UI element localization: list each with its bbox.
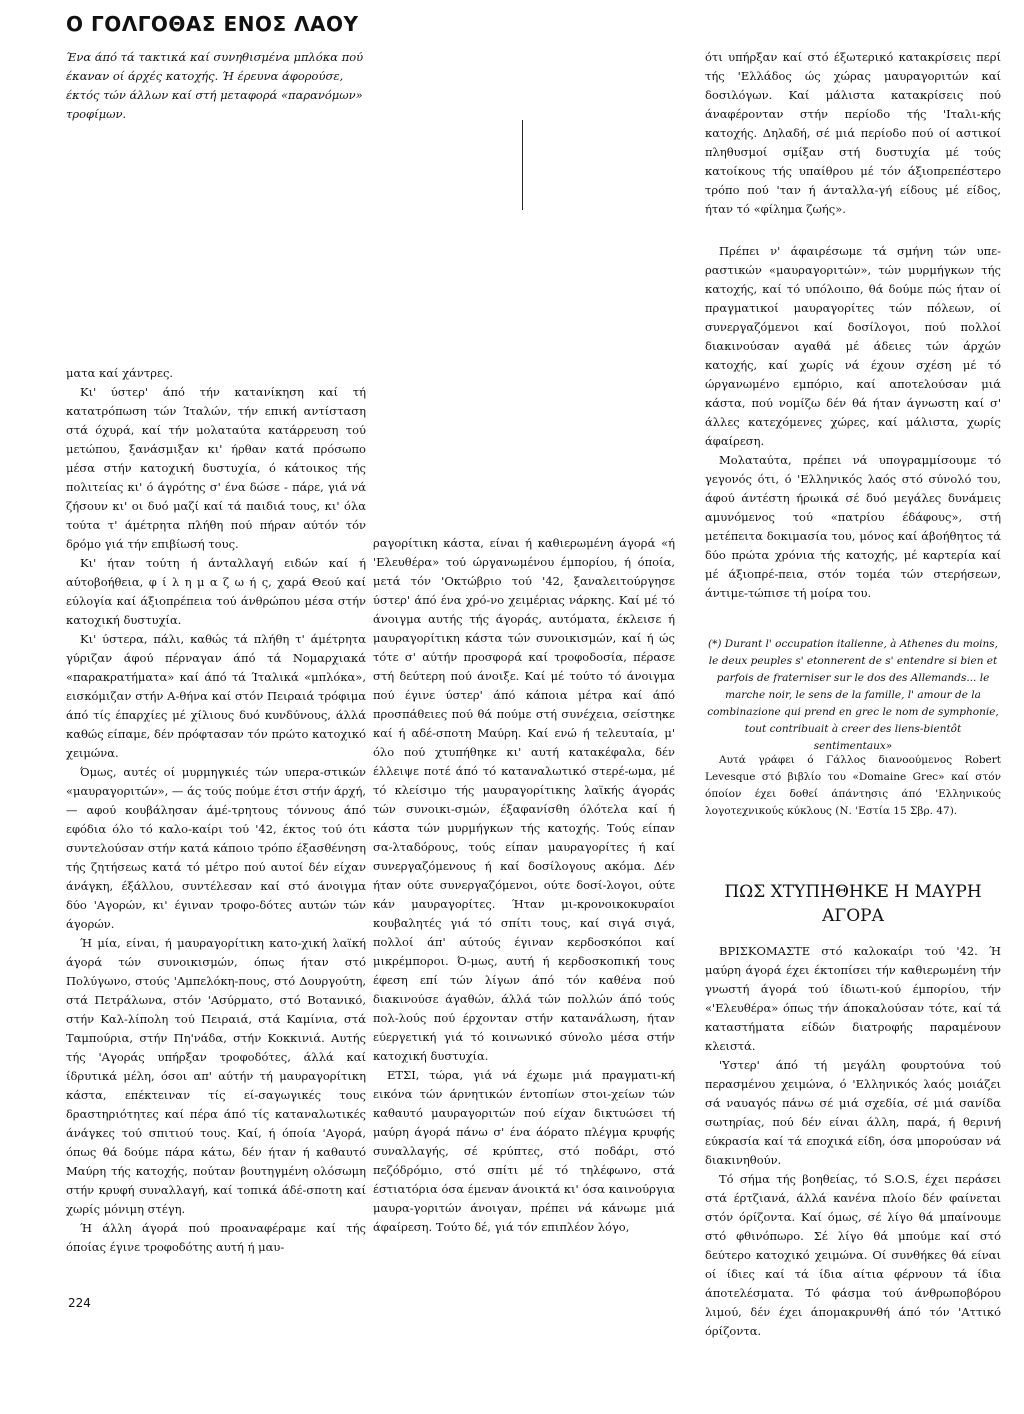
paragraph: ΒΡΙΣΚΟΜΑΣΤΕ στό καλοκαίρι τού '42. Ή μαύρη άγορά έχει έκτοπίσει τήν καθιερωμένη τήν γνωστή άγορά τού ίδιωτι-κού έμπορίου, τήν «'Ελευθέρα» όπως τήν άποκαλούσαν τότε, καί τά καταστήματα είδών διατροφής παραμένουν κλειστά. bbox=[705, 944, 1001, 1053]
paragraph: Κι' ύστερα, πάλι, καθώς τά πλήθη τ' άμέτρητα γύριζαν άφού πέρναγαν άπό τά Νομαρχιακά «παρακρατήματα» καί άπό τά Ίταλικά «μπλόκα», εισκόμιζαν στήν Α-θήνα καί στόν Πειραιά τρόφιμα άπό τίς έπαρχίες μέ χίλιους δυό κυνδύνους, άλλά καθώς είπαμε, δέν πρόφτασαν τόν πρώτο κατοχικό χειμώνα. bbox=[66, 632, 366, 760]
footnote bbox=[705, 636, 1001, 755]
column-right bbox=[705, 242, 1001, 603]
paragraph: Ή άλλη άγορά πού προαναφέραμε καί τής όποίας έγινε τροφοδότης αυτή ή μαυ- bbox=[66, 1221, 366, 1254]
paragraph: Κι' ύστερ' άπό τήν κατανίκηση καί τή κατατρόπωση τών Ίταλών, τήν επική αντίσταση στά όχυρά, καί τήν μολαταύτα κατάρρευση τού μετώπου, ξανάσμιξαν κι' ήρθαν κατά πρόσωπο μέσα στήν κατοχική δυστυχία, ό κάτοικος τής πολιτείας κι' ό άγρότης σ' ένα δώσε - πάρε, γιά νά ζήσουν κι' οι δυό μαζί καί τά παιδιά τους, κι' όλα τούτα τ' άμέτρητα πλήθη πού πήραν αύτόν τόν δρόμο γιά τήν επιβίωσή τους. bbox=[66, 385, 366, 551]
paragraph: 'Υστερ' άπό τή μεγάλη φουρτούνα τού περασμένου χειμώνα, ό 'Ελληνικός λαός μοιάζει σά ναυαγός πάνω σέ μιά σχεδία, σέ μιά σανίδα σωτηρίας, πού δέν είναι άλλη, παρά, ή θερινή εύκρασία καί τά εποχικά είδη, όσα μπορούσαν νά διακινηθούν. bbox=[705, 1058, 1001, 1167]
column-right-top bbox=[705, 48, 1001, 219]
paragraph: ότι υπήρξαν καί στό έξωτερικό κατακρίσεις περί τής 'Ελλάδος ώς χώρας μαυραγοριτών καί δοσιλόγων. Καί μάλιστα κατακρίσεις πού άναφέρονταν στήν περίοδο τής 'Ιταλι-κής κατοχής. Δηλαδή, σέ μιά περίοδο πού οί αστικοί πληθυσμοί σμίξαν στή δυστυχία μέ τούς κατοίκους τής υπαίθρου μέ τόν άξιοπρεπέστερο τρόπο πού 'ταν ή άνταλλα-γή είδους μέ είδος, ήταν τό «φίλημα ζωής». bbox=[705, 50, 1001, 216]
footnote-source bbox=[705, 752, 1001, 820]
column-right-bottom bbox=[705, 942, 1001, 1341]
heading-line: ΑΓΟΡΑ bbox=[822, 906, 884, 926]
paragraph: ραγορίτικη κάστα, είναι ή καθιερωμένη άγορά «ή 'Ελευθέρα» τού ώργανωμένου έμπορίου, ή όποία, μετά τόν 'Οκτώβριο τού '42, ξαναλειτούργησε ύστερ' άπό ένα χρό-νο χειμέριας νάρκης. Καί μέ τό άνοιγμα αυτής τής άγοράς, αυτόματα, έκλεισε ή μαυραγορίτικη κάστα τών συνοικισμών, καί ή ώς τότε σ' αύτήν προσφορά καί τροφοδοσία, πέρασε στή δεύτερη πού άνοιξε. Καί μέ τούτο τό άνοιγμα πού έγινε ύστερ' άπό κάποια μέτρα καί άπό προσπάθειες πού θά πούμε στή συνέχεια, σείστηκε καί ή αδέ-σποτη Μαύρη. Καί ενώ ή τελευταία, μ' όλο πού χτυπήθηκε κι' αυτή κατακέφαλα, δέν έλλειψε ποτέ άπό τό καταναλωτικό στερέ-ωμα, μέ τό κλείσιμο τής μαυραγορίτικης λαϊκής άγοράς τών συνοικι-σμών, έξαφανίσθη όλότελα καί ή κάστα τών μυρμήγκων τής κατοχής. Τούς είπαν σα-λταδόρους, τούς είπαν μαυραγορίτες ή καί συνεργαζόμενους ή καί δοσίλογους ακόμα. Δέν ήταν ούτε συνεργαζόμενοι, ούτε δοσί-λογοι, ούτε κάν μαυραγορίτες. Ήταν μι-κρονοικοκυραίοι κουβαλητές γιά τό σπίτι τους, καί σιγά σιγά, πολλοί άπ' αύτούς έγιναν κερδοσκόποι καί μικρέμποροι. Ό-μως, αυτή ή κερδοσκοπική τους έφεση επί τών λίγων άπό τόν καθένα πού διακινούσε άγαθών, άλλά τών πολλών άπό τούς πολ-λούς πού έρχονταν στήν κατανάλωση, ήταν εύεργετική γιά τό κοινωνικό σύνολο μέσα στήν κατοχική δυστυχία. bbox=[373, 536, 675, 1063]
section-heading bbox=[705, 880, 1001, 928]
heading-line: ΠΩΣ ΧΤΥΠΗΘΗΚΕ Η ΜΑΥΡΗ bbox=[724, 882, 982, 902]
lead-caption: Ένα άπό τά τακτικά καί συνηθισμένα μπλόκα πού έκαναν οί άρχές κατοχής. Ή έρευνα άφορούσε, έκτός τών άλλων καί στή μεταφορά «παρανόμων» τροφίμων. bbox=[66, 50, 364, 121]
footnote-text: (*) Durant l' occupation italienne, à Athenes du moins, le deux peuples s' etonnerent de s' entendre si bien et parfois de fraterniser sur le dos des Allemands... le marche noir, le sens de la famille, l' amour de la combinazione qui prend en grec le nom de symphonie, tout contribuait à creer des liens-bientôt sentimentaux» bbox=[707, 638, 999, 752]
paragraph-fragment: ματα καί χάντρες. bbox=[66, 366, 174, 380]
page-number: 224 bbox=[68, 1296, 91, 1310]
article-title: Ο ΓΟΛΓΟΘΑΣ ΕΝΟΣ ΛΑΟΥ bbox=[66, 12, 359, 36]
paragraph: Μολαταύτα, πρέπει νά υπογραμμίσουμε τό γεγονός ότι, ό 'Ελληνικός λαός στό σύνολό του, άφού άντέστη ήρωικά σέ δυό μεγάλες δυνάμεις αμυνόμενος τού «πατρίου έδάφους», στή μετέπειτα δοκιμασία του, μόνος καί άβοήθητος τά δύο πρώτα χρόνια τής κατοχής, μέ καρτερία καί μέ άξιοπρέ-πεια, στόν τομέα τών στερήσεων, άντιμε-τώπισε τή μοίρα του. bbox=[705, 453, 1001, 600]
paragraph: Κι' ήταν τούτη ή άνταλλαγή ειδών καί ή αύτοβοήθεια, φ ί λ η μ α ζ ω ή ς, χαρά Θεού καί εύλογία καί άξιοπρέπεια τού άνθρώπου μέσα στήν κατοχική δυστυχία. bbox=[66, 556, 366, 627]
column-middle bbox=[373, 534, 675, 1237]
column-left bbox=[66, 364, 366, 1257]
source-text: Αυτά γράφει ό Γάλλος διανοούμενος Robert Levesque στό βιβλίο του «Domaine Grec» καί στόν όποίον έχει δοθεί άπάντησις άπό 'Ελληνικούς λογοτεχνικούς κύκλους (Ν. 'Εστία 15 Σβρ. 47). bbox=[705, 754, 1001, 817]
paragraph: Όμως, αυτές οί μυρμηγκιές τών υπερα-στικών «μαυραγοριτών», — άς τούς πούμε έτσι στήν άρχή, — αφού κουβάλησαν άμέ-τρητους τόννους άπό εφόδια όλο τό καλο-καίρι τού '42, έκτος τού ότι συντελούσαν στήν κατά κάποιο τρόπο έξασθένηση τής ζητήσεως κατά τό μέτρο πού αυτοί δέν είχαν άνάγκη, έξάλλου, συντέλεσαν καί στό άνοιγμα δύο 'Αγορών, κι' έγιναν τροφο-δότες αυτών τών άγορών. bbox=[66, 765, 367, 931]
column-divider bbox=[522, 120, 523, 210]
paragraph: Πρέπει ν' άφαιρέσωμε τά σμήνη τών υπε-ραστικών «μαυραγοριτών», τών μυρμήγκων τής κατοχής, καί τό υπόλοιπο, θά δούμε πώς ήταν οί πραγματικοί μαυραγορίτες τών πόλεων, οί συνεργαζόμενοι καί δοσίλογοι, πού πολλοί διακινούσαν αγαθά μέ άδειες τών άρχών κατοχής, καί χωρίς νά έχουν σχέση μέ τό ώργανωμένο εμπόριο, καί αποτελούσαν μιά κάστα, πού νομίζω δέν θά ήταν άγνωστη καί σ' άλλες κατεχόμενες χώρες, καί μάλιστα, χωρίς άφαίρεση. bbox=[705, 244, 1001, 448]
paragraph: ΕΤΣΙ, τώρα, γιά νά έχωμε μιά πραγματι-κή εικόνα τών άρνητικών έντοπίων στοι-χείων τών καθαυτό μαυραγοριτών πού είχαν δικτυώσει τή μαύρη άγορά πάνω σ' ένα άόρατο πλέγμα κρυφής συναλλαγής, σέ κρύπτες, στό ποδάρι, στό πεζόδρόμιο, στό σπίτι μέ τό τηλέφωνο, στά έστιατόρια όσα έμεναν άνοικτά κι' όσα καινούργια μαυρα-γοριτών άνοιγαν, πρέπει νά κάνωμε μιά άφαίρεση. Τούτο δέ, γιά τόν επιπλέον λόγο, bbox=[373, 1068, 675, 1234]
paragraph: Ή μία, είναι, ή μαυραγορίτικη κατο-χική λαϊκή άγορά τών συνοικισμών, όπως ήταν στό Πολύγωνο, στούς 'Αμπελόκη-πους, στό Δουργούτη, στά Πετράλωνα, στόν 'Ασύρματο, στό Βοτανικό, στήν Καλ-λίπολη τού Πειραιά, στά Καμίνια, στά Ταμπούρια, στήν Πη'νάδα, στήν Κοκκινιά. Αυτής τής 'Αγοράς υπήρξαν τροφοδότες, άλλά καί ίδρυτικά μέλη, όσοι απ' αύτήν τή μαυραγορίτικη κάστα, επέκτειναν τίς εί-σαγωγικές τους δραστηριότητες καί πέρα άπό τίς καταναλωτικές άνάγκες τού σπιτιού τους. Καί, ή όποία 'Αγορά, όπως θά δούμε πάρα κάτω, δέν ήταν ή καθαυτό Μαύρη τής κατοχής, πούταν βουτηγμένη ολόσωμη στήν κρυφή συναλλαγή, καί τοπικά άδέ-σποτη καί χωρίς μόνιμη στέγη. bbox=[66, 936, 366, 1216]
paragraph: Τό σήμα τής βοηθείας, τό S.O.S, έχει περάσει στά έρτζιανά, άλλά κανένα πλοίο δέν φαίνεται στόν όρίζοντα. Καί όμως, σέ λίγο θά μπαίνουμε στό φθινόπωρο. Σέ λίγο θά μπούμε καί στό δεύτερο κατοχικό χειμώνα. Οί συνθήκες θά είναι οί ίδιες καί τά ίδια αίτια φέρνουν τά ίδια άποτελέσματα. Τό φάσμα τού άνθρωποβόρου λιμού, δέν έχει άπομακρυνθή άπό τόν 'Αττικό όρίζοντα. bbox=[705, 1172, 1001, 1338]
